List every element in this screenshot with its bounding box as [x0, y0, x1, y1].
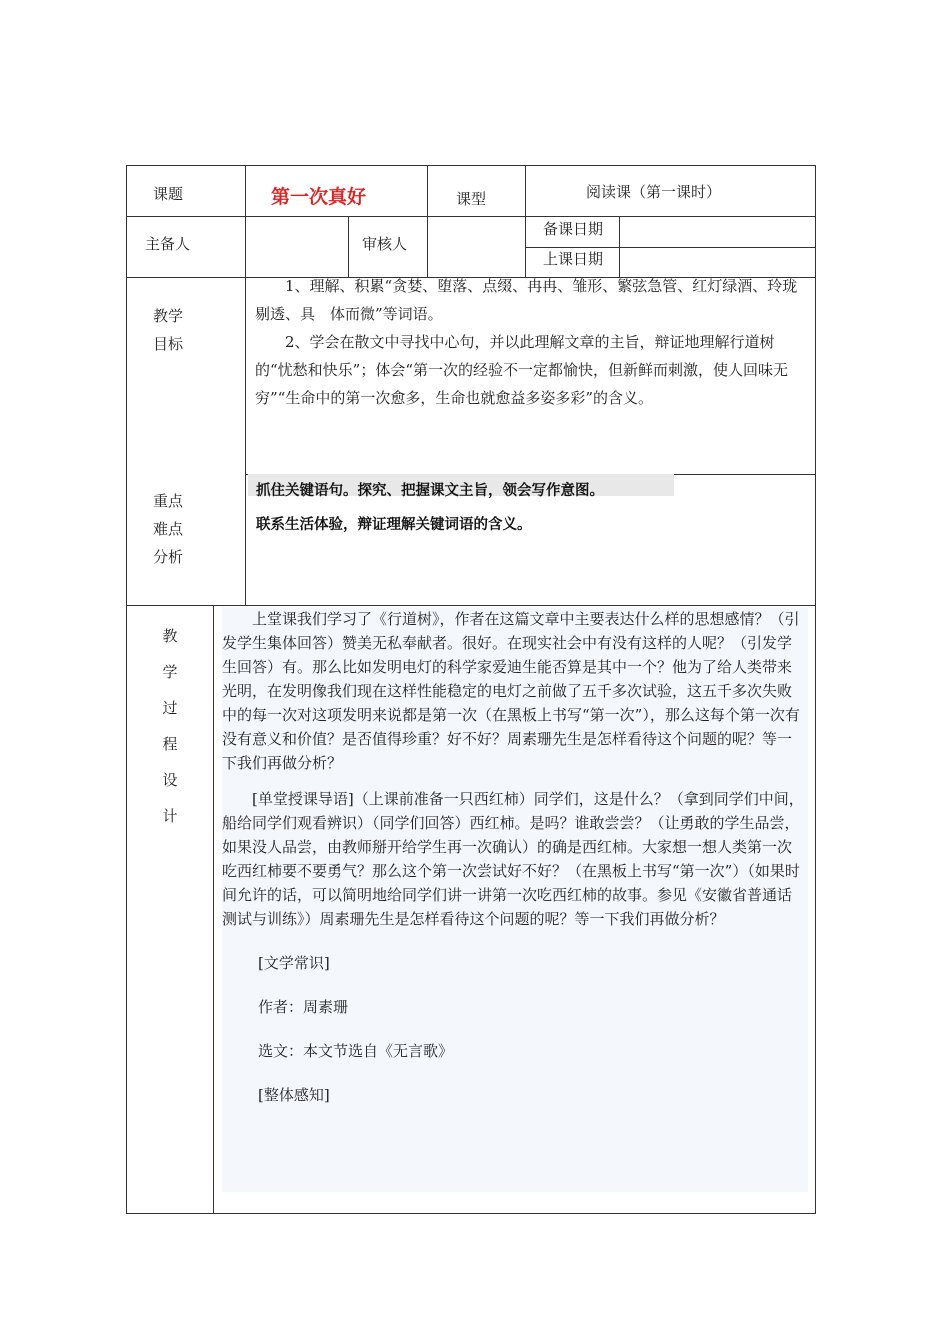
objective-2: 2、学会在散文中寻找中心句，并以此理解文章的主旨，辩证地理解行道树的“忧愁和快乐”；体会“第一次的经验不一定都愉快，但新鲜而刺激，使人回味无穷”“生命中的第一次愈多，生命也就愈益多姿多彩”的含义。	[255, 333, 789, 407]
zhubeiren-label: 主备人	[145, 235, 191, 253]
objectives-label-line: 目标	[152, 335, 183, 353]
keypoints-label-line: 难点	[152, 520, 183, 538]
objective-1: 1、理解、积累“贪婪、堕落、点缀、冉冉、雏形、繁弦急管、红灯绿酒、玲珑剔透、具 体而微”等词语。	[255, 277, 798, 323]
keypoints-label-line: 重点	[152, 492, 183, 510]
objectives-content	[255, 272, 807, 412]
table-border-left	[126, 165, 127, 1214]
process-label-char: 学	[162, 663, 178, 681]
keypoints-label-line: 分析	[152, 548, 183, 566]
table-border-top	[126, 165, 816, 166]
table-border-right	[815, 165, 816, 1214]
beike-date-label: 备课日期	[543, 220, 604, 238]
section-overall-perception: [整体感知]	[258, 1086, 330, 1104]
kexing-label: 课型	[456, 190, 487, 208]
process-content	[222, 607, 806, 1107]
col-sep-a	[245, 165, 246, 605]
keypoint-1: 抓住关键语句。探究、把握课文主旨，领会写作意图。	[256, 483, 604, 499]
process-paragraph-1: 上堂课我们学习了《行道树》，作者在这篇文章中主要表达什么样的思想感情？（引发学生集体回答）赞美无私奉献者。很好。在现实社会中有没有这样的人呢？（引发学生回答）有。那么比如发明电灯的科学家爱迪生能否算是其中一个？他为了给人类带来光明，在发明像我们现在这样性能稳定的电灯之前做了五千多次试验，这五千多次失败中的每一次对这项发明来说都是第一次（在黑板上书写“第一次”），那么这每个第一次有没有意义和价值？是否值得珍重？好不好？周素珊先生是怎样看待这个问题的呢？等一下我们再做分析？	[222, 610, 800, 772]
keypoints-label	[146, 487, 190, 571]
row-sep-1	[126, 216, 816, 217]
col-sep-b	[427, 165, 428, 277]
table-border-bottom	[126, 1213, 816, 1214]
col-sep-e	[619, 216, 620, 277]
process-label-char: 教	[162, 627, 178, 645]
row-sep-4	[126, 605, 816, 606]
kexing-value: 阅读课（第一课时）	[586, 183, 722, 201]
lesson-title: 第一次真好	[271, 186, 367, 208]
process-label	[150, 618, 190, 834]
process-label-char: 程	[162, 735, 178, 753]
objectives-label-line: 教学	[152, 307, 183, 325]
section-author: 作者：周素珊	[258, 998, 349, 1016]
col-sep-c	[525, 165, 526, 277]
process-label-char: 计	[162, 807, 178, 825]
objectives-label	[146, 302, 190, 358]
keti-label: 课题	[153, 185, 184, 203]
section-source: 选文：本文节选自《无言歌》	[258, 1042, 454, 1060]
shenheren-label: 审核人	[362, 235, 408, 253]
col-sep-process	[213, 605, 214, 1213]
keypoints-content	[256, 474, 776, 542]
keypoint-2: 联系生活体验，辩证理解关键词语的含义。	[256, 517, 532, 533]
col-sep-d	[348, 216, 349, 277]
process-label-char: 过	[162, 699, 178, 717]
shangke-date-label: 上课日期	[543, 250, 604, 268]
section-literary-knowledge: [文学常识]	[258, 954, 330, 972]
process-paragraph-2: [单堂授课导语]（上课前准备一只西红柿）同学们，这是什么？（拿到同学们中间，船给同学们观看辨识）（同学们回答）西红柿。是吗？谁敢尝尝？（让勇敢的学生品尝，如果没人品尝，由教师掰开给学生再一次确认）的确是西红柿。大家想一想人类第一次吃西红柿要不要勇气？那么这个第一次尝试好不好？（在黑板上书写“第一次”）（如果时间允许的话，可以简明地给同学们讲一讲第一次吃西红柿的故事。参见《安徽省普通话测试与训练》）周素珊先生是怎样看待这个问题的呢？等一下我们再做分析？	[222, 790, 804, 928]
process-label-char: 设	[162, 771, 178, 789]
